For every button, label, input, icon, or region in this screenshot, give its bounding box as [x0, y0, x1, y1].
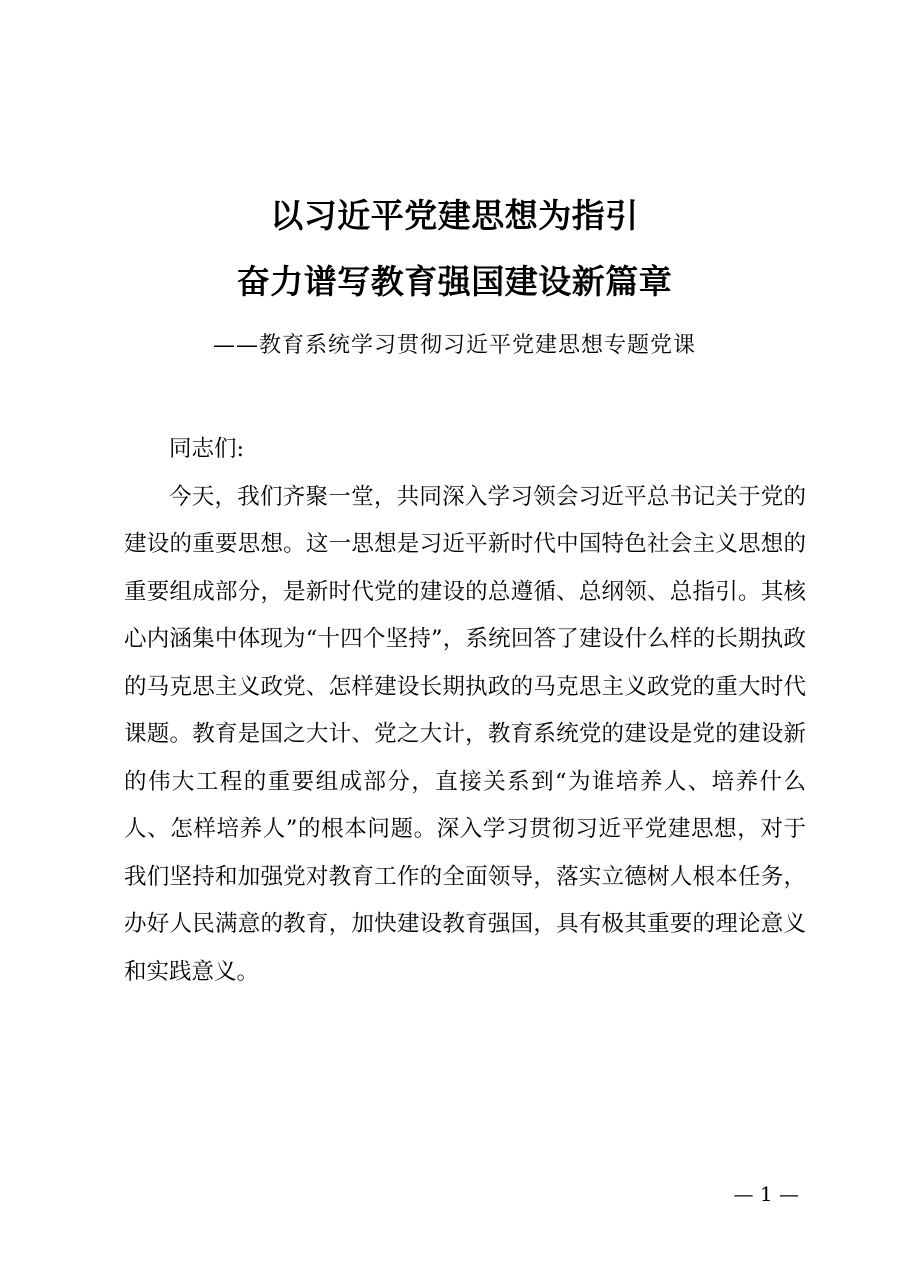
document-subtitle: ——教育系统学习贯彻习近平党建思想专题党课: [212, 333, 696, 358]
document-title-line-1: 以习近平党建思想为指引: [270, 196, 639, 235]
body-paragraph: 今天，我们齐聚一堂，共同深入学习领会习近平总书记关于党的建设的重要思想。这一思想是习近平新时代中国特色社会主义思想的重要组成部分，是新时代党的建设的总遵循、总纲领、总指引。其核心内涵集中体现为“十四个坚持”，系统回答了建设什么样的长期执政的马克思主义政党、怎样建设长期执政的马克思主义政党的重大时代课题。教育是国之大计、党之大计，教育系统党的建设是党的建设新的伟大工程的重要组成部分，直接关系到“为谁培养人、培养什么人、怎样培养人”的根本问题。深入学习贯彻习近平党建思想，对于我们坚持和加强党对教育工作的全面领导，落实立德树人根本任务，办好人民满意的教育，加快建设教育强国，具有极其重要的理论意义和实践意义。: [124, 483, 806, 985]
document-title-line-2: 奋力谱写教育强国建设新篇章: [236, 262, 673, 301]
page-number: — 1 —: [733, 1182, 799, 1206]
salutation: 同志们:: [169, 436, 245, 462]
document-body: [124, 426, 806, 996]
